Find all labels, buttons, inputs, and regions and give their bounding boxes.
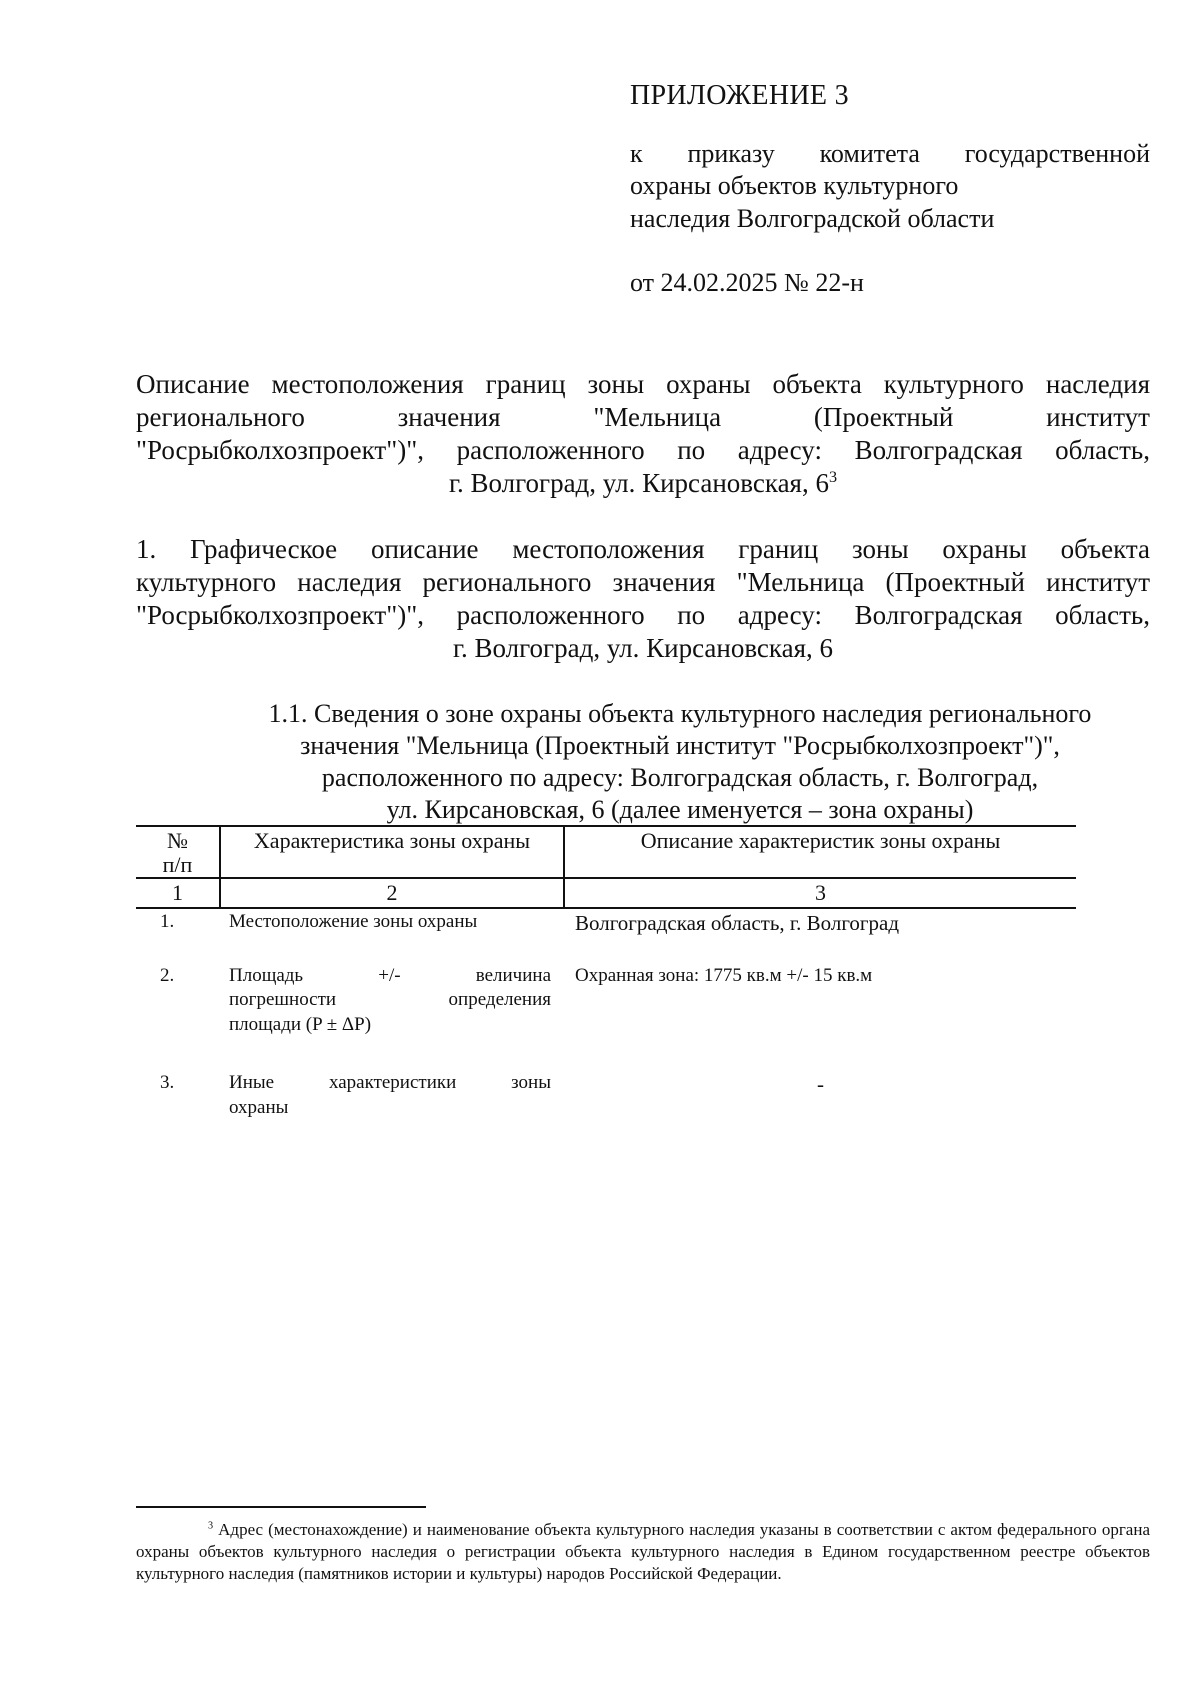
row-1-description: Волгоградская область, г. Волгоград <box>575 911 900 935</box>
subsection-line-3: расположенного по адресу: Волгоградская область, г. Волгоград, <box>321 763 1039 792</box>
footnote-reference: 3 <box>828 468 838 486</box>
header-characteristic: Характеристика зоны охраны <box>253 828 531 853</box>
table-numbering-border <box>136 907 1076 909</box>
order-reference-line-1: к приказу комитета государственной <box>630 139 1150 168</box>
order-reference-line-3: наследия Волгоградской области <box>630 204 995 233</box>
subsection-line-1: 1.1. Сведения о зоне охраны объекта культурного наследия регионального <box>268 699 1092 728</box>
row-3-characteristic-line-1: Иные характеристики зоны <box>229 1072 551 1093</box>
row-2-characteristic-line-1: Площадь +/- величина <box>229 965 551 986</box>
row-2-description: Охранная зона: 1775 кв.м +/- 15 кв.м <box>575 965 873 986</box>
column-number-2: 2 <box>386 880 398 905</box>
order-reference-line-2: охраны объектов культурного <box>630 171 959 200</box>
table-top-border <box>136 825 1076 827</box>
row-1-number: 1. <box>160 911 175 932</box>
header-number-line-1: № <box>167 828 188 853</box>
row-3-number: 3. <box>160 1072 175 1093</box>
table-header-border <box>136 877 1076 879</box>
section-1-line-1: 1. Графическое описание местоположения границ зоны охраны объекта <box>136 534 1150 564</box>
doc-title-line-2: регионального значения "Мельница (Проектный институт <box>136 402 1150 432</box>
row-3-characteristic-line-2: охраны <box>229 1097 289 1118</box>
row-3-description: - <box>817 1072 824 1096</box>
footnote-mark: 3 <box>208 1520 214 1532</box>
header-description: Описание характеристик зоны охраны <box>640 828 1001 853</box>
doc-title-line-3: "Росрыбколхозпроект")", расположенного по адресу: Волгоградская область, <box>136 435 1150 465</box>
section-1-line-4: г. Волгоград, ул. Кирсановская, 6 <box>452 633 834 663</box>
row-2-number: 2. <box>160 965 175 986</box>
section-1-line-3: "Росрыбколхозпроект")", расположенного по адресу: Волгоградская область, <box>136 600 1150 630</box>
footnote-separator <box>136 1506 426 1508</box>
subsection-line-4: ул. Кирсановская, 6 (далее именуется – зона охраны) <box>386 795 974 824</box>
column-number-1: 1 <box>172 880 183 905</box>
subsection-line-2: значения "Мельница (Проектный институт "Росрыбколхозпроект")", <box>300 731 1060 760</box>
row-2-characteristic-line-3: площади (P ± ΔP) <box>229 1014 372 1035</box>
footnote-text <box>136 1519 1150 1585</box>
row-2-characteristic-line-2: погрешности определения <box>229 989 551 1010</box>
doc-title-address: г. Волгоград, ул. Кирсановская, 6 <box>448 468 829 498</box>
appendix-title: ПРИЛОЖЕНИЕ 3 <box>630 80 849 111</box>
header-number-line-2: п/п <box>162 852 193 877</box>
footnote-body: Адрес (местонахождение) и наименование объекта культурного наследия указаны в соответствии с актом федерального органа охраны объектов культурного наследия о регистрации объекта культурного наследия в Едином государственном реестре объектов культурного наследия (памятников истории и культуры) народов Российской Федерации. <box>136 1520 1150 1583</box>
section-1-line-2: культурного наследия регионального значения "Мельница (Проектный институт <box>136 567 1150 597</box>
doc-title-line-4 <box>136 467 1150 499</box>
column-number-3: 3 <box>815 880 826 905</box>
order-date: от 24.02.2025 № 22-н <box>630 268 864 297</box>
doc-title-line-1: Описание местоположения границ зоны охраны объекта культурного наследия <box>136 369 1150 399</box>
row-1-characteristic: Местоположение зоны охраны <box>229 911 478 932</box>
